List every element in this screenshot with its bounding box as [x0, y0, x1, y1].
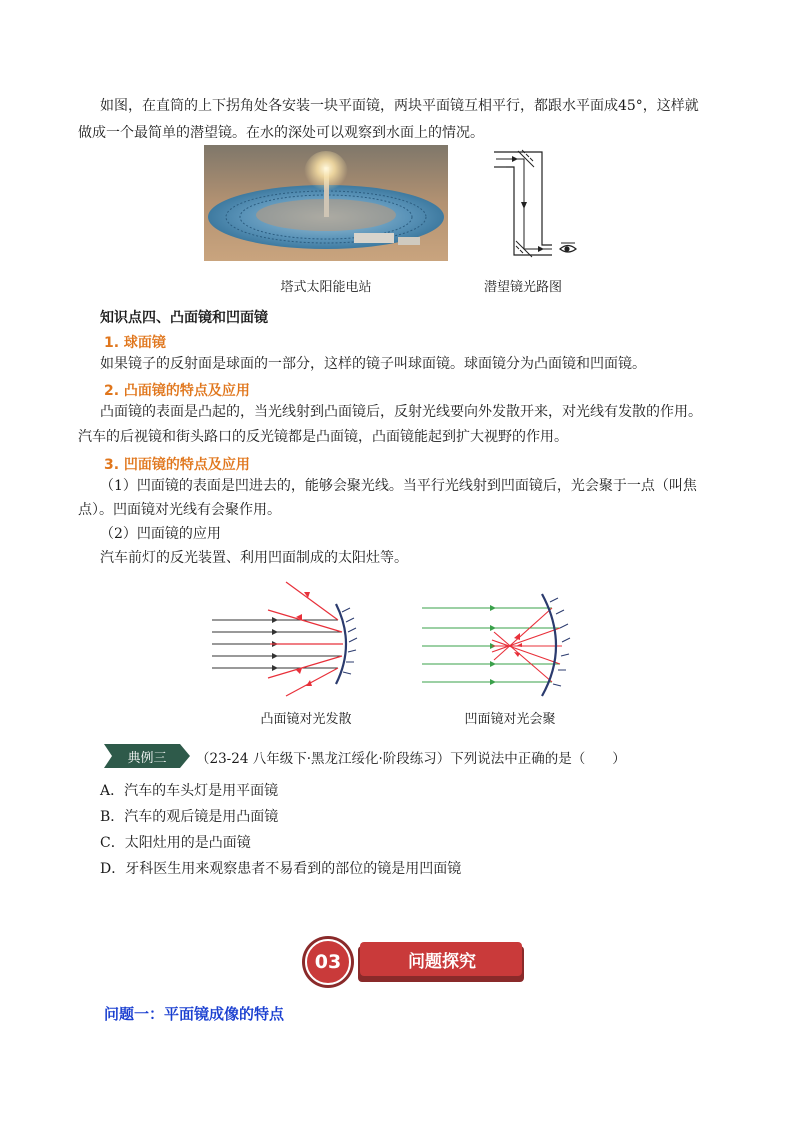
option-a: A．汽车的车头灯是用平面镜 — [100, 783, 279, 799]
s2-line-1: 凸面镜的表面是凸起的，当光线射到凸面镜后，反射光线要向外发散开来，对光线有发散的作用。 — [100, 404, 702, 420]
solar-tower-image — [204, 145, 448, 261]
solar-caption: 塔式太阳能电站 — [280, 280, 372, 295]
s2-line-2: 汽车的后视镜和街头路口的反光镜都是凸面镜，凸面镜能起到扩大视野的作用。 — [78, 429, 568, 445]
intro-line-1: 如图，在直筒的上下拐角处各安装一块平面镜，两块平面镜互相平行，都跟水平面成45°，这样就 — [100, 98, 699, 114]
convex-caption: 凸面镜对光发散 — [260, 712, 352, 727]
periscope-diagram — [494, 147, 584, 265]
section-title: 知识点四、凸面镜和凹面镜 — [100, 310, 268, 326]
periscope-caption: 潜望镜光路图 — [483, 280, 562, 295]
s3-line-1: （1）凹面镜的表面是凹进去的，能够会聚光线。当平行光线射到凹面镜后，光会聚于一点（叫焦 — [100, 478, 697, 494]
example-tag-label: 典例三 — [127, 751, 167, 766]
s3-line-2: 点）。凹面镜对光线有会聚作用。 — [78, 502, 281, 518]
s1-heading: 1. 球面镜 — [104, 335, 166, 351]
option-b: B．汽车的观后镜是用凸面镜 — [100, 809, 279, 825]
s3-heading: 3. 凹面镜的特点及应用 — [104, 457, 250, 473]
banner-number: 03 — [314, 951, 342, 973]
banner-label: 问题探究 — [408, 952, 476, 972]
s2-heading: 2. 凸面镜的特点及应用 — [104, 383, 250, 399]
concave-mirror-diagram — [420, 590, 580, 698]
option-c: C．太阳灶用的是凸面镜 — [100, 835, 251, 851]
intro-paragraph — [78, 93, 740, 147]
s3-application: 汽车前灯的反光装置、利用凹面制成的太阳灶等。 — [100, 550, 408, 566]
section-banner — [298, 934, 528, 990]
s3-sub-2: （2）凹面镜的应用 — [100, 526, 221, 542]
option-d: D．牙科医生用来观察患者不易看到的部位的镜是用凹面镜 — [100, 861, 462, 877]
intro-line-2: 做成一个最简单的潜望镜。在水的深处可以观察到水面上的情况。 — [78, 125, 484, 141]
problem-title: 问题一：平面镜成像的特点 — [104, 1005, 285, 1023]
example-tag — [104, 744, 190, 768]
s1-text: 如果镜子的反射面是球面的一部分，这样的镜子叫球面镜。球面镜分为凸面镜和凹面镜。 — [100, 356, 646, 372]
example-question: （23-24 八年级下·黑龙江绥化·阶段练习）下列说法中正确的是（ ） — [196, 751, 626, 767]
concave-caption: 凹面镜对光会聚 — [464, 712, 556, 727]
convex-mirror-diagram — [208, 580, 378, 698]
